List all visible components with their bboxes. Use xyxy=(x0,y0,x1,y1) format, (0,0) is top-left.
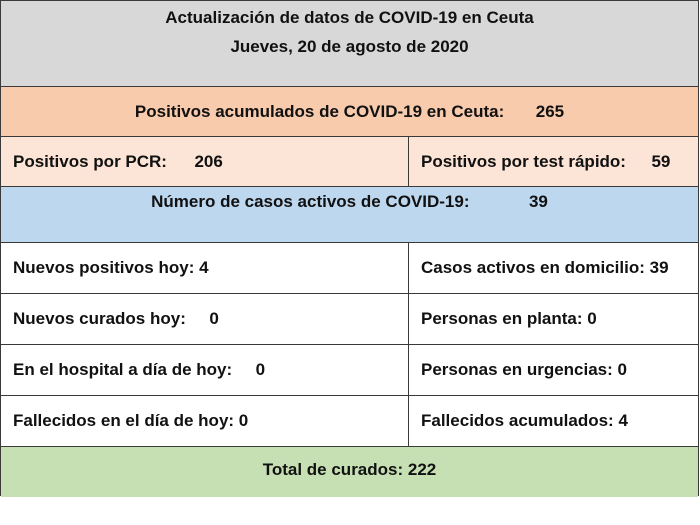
title-row xyxy=(1,1,698,87)
total-recovered-row xyxy=(1,447,698,497)
hospital-today-value: 0 xyxy=(255,360,266,379)
pcr-label: Positivos por PCR: xyxy=(13,152,167,171)
data-row xyxy=(1,396,698,447)
new-positives-label: Nuevos positivos hoy: xyxy=(13,258,195,277)
total-deaths-label: Fallecidos acumulados: xyxy=(421,411,614,430)
emergency-patients-label: Personas en urgencias: xyxy=(421,360,613,379)
hospital-today-label: En el hospital a día de hoy: xyxy=(13,360,233,379)
pcr-cell xyxy=(1,137,409,186)
active-cases-value: 39 xyxy=(528,192,548,211)
deaths-today-value: 0 xyxy=(238,411,249,430)
active-cases-row xyxy=(1,187,698,243)
home-active-value: 39 xyxy=(649,258,669,277)
emergency-patients-cell xyxy=(409,345,698,395)
ward-patients-label: Personas en planta: xyxy=(421,309,583,328)
emergency-patients-value: 0 xyxy=(617,360,628,379)
total-recovered-label: Total de curados: xyxy=(262,460,404,479)
deaths-today-label: Fallecidos en el día de hoy: xyxy=(13,411,235,430)
ward-patients-value: 0 xyxy=(587,309,597,328)
new-recovered-label: Nuevos curados hoy: xyxy=(13,309,186,328)
report-title: Actualización de datos de COVID-19 en Ceuta xyxy=(165,8,534,27)
accumulated-positives-value: 265 xyxy=(535,102,565,121)
data-row xyxy=(1,294,698,345)
rapid-test-label: Positivos por test rápido: xyxy=(421,152,626,171)
positives-breakdown-row xyxy=(1,137,698,187)
accumulated-positives-row xyxy=(1,87,698,137)
accumulated-positives-label: Positivos acumulados de COVID-19 en Ceuta: xyxy=(134,102,505,121)
new-positives-value: 4 xyxy=(199,258,209,277)
report-date: Jueves, 20 de agosto de 2020 xyxy=(230,37,469,56)
ward-patients-cell xyxy=(409,294,698,344)
total-deaths-value: 4 xyxy=(618,411,628,430)
new-positives-cell xyxy=(1,243,409,293)
rapid-test-value: 59 xyxy=(651,152,671,171)
hospital-today-cell xyxy=(1,345,409,395)
home-active-label: Casos activos en domicilio: xyxy=(421,258,645,277)
deaths-today-cell xyxy=(1,396,409,446)
total-recovered-value: 222 xyxy=(407,460,437,479)
total-deaths-cell xyxy=(409,396,698,446)
pcr-value: 206 xyxy=(194,152,223,171)
new-recovered-cell xyxy=(1,294,409,344)
data-row xyxy=(1,345,698,396)
new-recovered-value: 0 xyxy=(209,309,219,328)
home-active-cell xyxy=(409,243,698,293)
data-row xyxy=(1,243,698,294)
rapid-test-cell xyxy=(409,137,698,186)
active-cases-label: Número de casos activos de COVID-19: xyxy=(151,192,470,211)
